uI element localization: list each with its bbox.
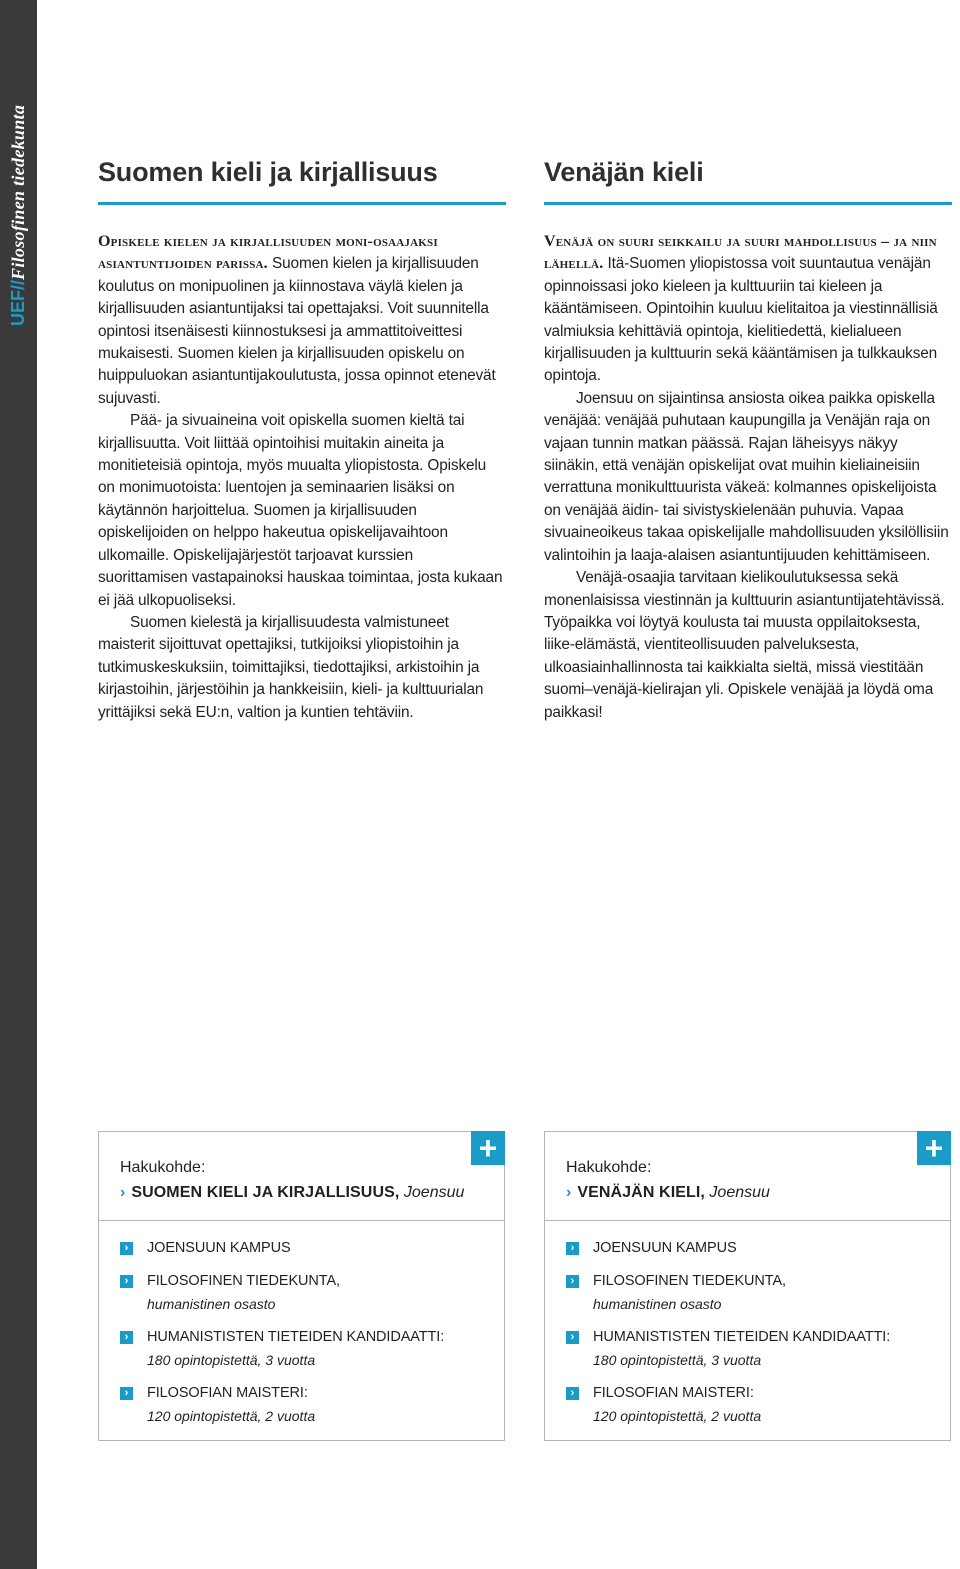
list-item [120,1382,494,1428]
article-lead: Venäjä on suuri seikkailu ja suuri mahdollisuus – ja niin lähellä. [544,233,937,273]
list-item [566,1237,940,1260]
item-sub: humanistinen osasto [593,1296,722,1312]
bullet-arrow-icon: › [566,1331,579,1344]
bullet-arrow-icon: › [120,1331,133,1344]
item-sub: 180 opintopistettä, 3 vuotta [593,1352,762,1368]
box-divider [545,1220,950,1221]
box-header [566,1157,910,1204]
item-sub: humanistinen osasto [147,1296,276,1312]
item-main: HUMANISTISTEN TIETEIDEN KANDIDAATTI: [593,1329,891,1345]
list-item [566,1326,940,1372]
bullet-arrow-icon: › [566,1387,579,1400]
hakukohde-box [98,1131,505,1441]
programme-name: SUOMEN KIELI JA KIRJALLISUUS, [131,1184,400,1201]
item-sub: 180 opintopistettä, 3 vuotta [147,1352,316,1368]
item-main: JOENSUUN KAMPUS [147,1240,291,1256]
article-title: Suomen kieli ja kirjallisuus [98,157,438,187]
plus-icon: + [471,1131,505,1165]
programme-city: Joensuu [399,1184,465,1201]
article-lead: Opiskele kielen ja kirjallisuuden moni-osaajaksi asiantuntijoiden parissa. [98,233,438,273]
item-main: FILOSOFINEN TIEDEKUNTA, [593,1273,786,1289]
item-main: FILOSOFIAN MAISTERI: [147,1385,308,1401]
hakukohde-title [566,1182,910,1204]
article-paragraph: Venäjä-osaajia tarvitaan kielikoulutuksessa sekä monenlaisissa viestinnän ja kulttuurin asiantuntijatehtävissä. Työpaikka voi löytyä koulusta tai muusta oppilaitoksesta, liike-elämästä, vientiteollisuuden palveluksesta, ulkoasiainhallinnosta tai kaikkialta sieltä, missä viestitään suomi–venäjä-kielirajan yli. Opiskele venäjää ja löydä oma paikkasi! [544,569,945,721]
item-sub: 120 opintopistettä, 2 vuotta [593,1408,762,1424]
article-paragraph [98,231,506,410]
hakukohde-label: Hakukohde: [120,1159,206,1176]
list-item [566,1382,940,1428]
item-main: FILOSOFIAN MAISTERI: [593,1385,754,1401]
info-list [566,1237,940,1438]
item-main: JOENSUUN KAMPUS [593,1240,737,1256]
list-item [120,1326,494,1372]
programme-name: VENÄJÄN KIELI, [577,1184,705,1201]
bullet-arrow-icon: › [120,1242,133,1255]
hakukohde-title [120,1182,464,1204]
side-band-title [3,105,33,326]
item-main: HUMANISTISTEN TIETEIDEN KANDIDAATTI: [147,1329,445,1345]
bullet-arrow-icon: › [566,1275,579,1288]
article-paragraph: Pää- ja sivuaineina voit opiskella suomen kieltä tai kirjallisuutta. Voit liittää opintoihisi muitakin aineita ja monitieteisiä opintoja, myös muualta yliopistosta. Opiskelu on monimuotoista: luentojen ja seminaarien lisäksi on käytännön harjoittelua. Suomen ja kirjallisuuden opiskelijoiden on helppo hakeutua opiskelijavaihtoon ulkomaille. Opiskelijajärjestöt tarjoavat kurssien suorittamisen vastapainoksi hauskaa toimintaa, josta kukaan ei jää ulkopuoliseksi. [98,412,503,609]
brand-label: UEF// [8,279,28,326]
list-item [120,1237,494,1260]
list-item [566,1270,940,1316]
plus-icon: + [917,1131,951,1165]
title-rule [544,202,952,205]
article-suomen-kieli [98,150,506,724]
hakukohde-label: Hakukohde: [566,1159,652,1176]
list-item [120,1270,494,1316]
chevron-right-icon: › [120,1184,126,1201]
hakukohde-box [544,1131,951,1441]
article-venajan-kieli [544,150,952,724]
box-header [120,1157,464,1204]
article-paragraph: Joensuu on sijaintinsa ansiosta oikea paikka opiskella venäjää: venäjää puhutaan kaupungilla ja Venäjän raja on vajaan tunnin matkan päässä. Rajan läheisyys näkyy siinäkin, että venäjän opiskelijat ovat muihin kieliaineisiin verrattuna monikulttuurista väkeä: kolmannes opiskelijoista on venäjää äidin- tai sivistyskielenään puhuvia. Vapaa sivuaineoikeus takaa opiskelijalle mahdollisuuden yksilöllisiin valintoihin ja laaja-alaisen asiantuntijuuden kehittämiseen. [544,389,949,564]
box-divider [99,1220,504,1221]
paragraph-text: Suomen kielen ja kirjallisuuden koulutus on monipuolinen ja kiinnostava väylä kielen ja kirjallisuuden asiantuntijaksi tai opettajaksi. Voit suunnitella opintosi itsenäisesti kiinnostuksesi ja ammattitoiveittesi mukaisesti. Suomen kielen ja kirjallisuuden opiskelu on huippuluokan asiantuntijakoulutusta, jossa opinnot etenevät sujuvasti. [98,255,496,407]
chevron-right-icon: › [566,1184,572,1201]
item-main: FILOSOFINEN TIEDEKUNTA, [147,1273,340,1289]
title-rule [98,202,506,205]
article-paragraph: Suomen kielestä ja kirjallisuudesta valmistuneet maisterit sijoittuvat opettajiksi, tutkijoiksi yliopistoihin ja tutkimuskeskuksiin, toimittajiksi, tiedottajiksi, arkistoihin ja kirjastoihin, järjestöihin ja hankkeisiin, kieli- ja kulttuurialan yrittäjiksi sekä EU:n, valtion ja kuntien tehtäviin. [98,613,484,721]
side-band [0,0,37,1569]
article-title: Venäjän kieli [544,157,704,187]
bullet-arrow-icon: › [120,1387,133,1400]
item-sub: 120 opintopistettä, 2 vuotta [147,1408,316,1424]
bullet-arrow-icon: › [566,1242,579,1255]
info-list [120,1237,494,1438]
bullet-arrow-icon: › [120,1275,133,1288]
faculty-label: Filosofinen tiedekunta [8,104,28,280]
article-paragraph [544,231,952,388]
paragraph-text: Itä-Suomen yliopistossa voit suuntautua venäjän opinnoissasi joko kieleen ja kulttuuriin tai kieleen ja kääntämiseen. Opintoihin kuuluu kielitaitoa ja viestinnällisiä valmiuksia kehittäviä opintoja, kielitiedettä, kielialueen kirjallisuuden ja kulttuurin sekä kääntämisen ja tulkkauksen opintoja. [544,255,938,385]
programme-city: Joensuu [704,1184,770,1201]
